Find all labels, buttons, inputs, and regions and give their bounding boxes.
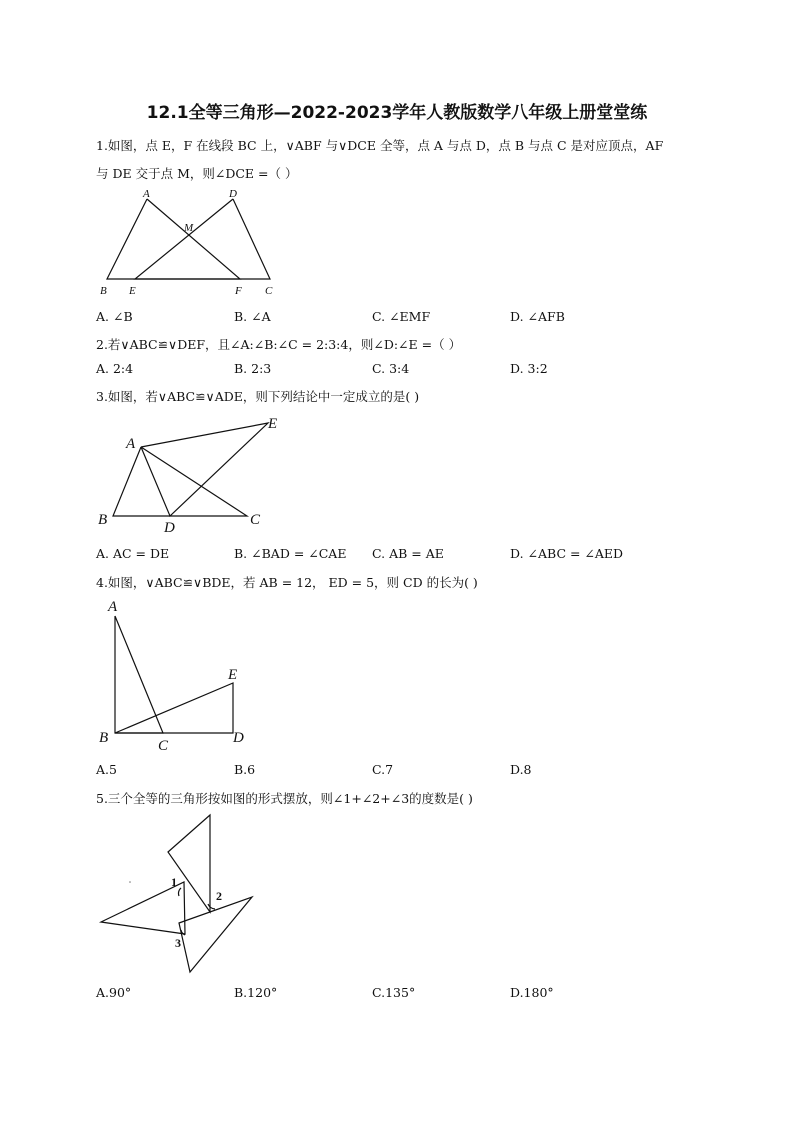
label-b: B (99, 730, 109, 746)
angle-arc-1 (178, 888, 181, 896)
question-3-text: 3.如图，若∨ABC≌∨ADE，则下列结论中一定成立的是( ) (96, 389, 420, 404)
label-c: C (250, 512, 261, 528)
question-2-option-a[interactable]: A. 2:4 (96, 361, 134, 376)
question-4-figure (95, 596, 255, 756)
question-3-option-b[interactable]: B. ∠BAD = ∠CAE (234, 546, 347, 561)
question-4-text: 4.如图，∨ABC≌∨BDE，若 AB = 12， ED = 5，则 CD 的长为( ) (96, 575, 478, 590)
question-5-option-a[interactable]: A.90° (96, 985, 132, 1000)
question-3-option-c[interactable]: C. AB = AE (372, 546, 444, 561)
label-m: M (184, 222, 194, 234)
question-5-text: 5.三个全等的三角形按如图的形式摆放，则∠1+∠2+∠3的度数是( ) (96, 791, 473, 806)
label-a: A (108, 599, 118, 615)
triangle-dce (135, 199, 270, 279)
triangle-top (168, 815, 210, 912)
question-5-option-c[interactable]: C.135° (372, 985, 416, 1000)
label-e: E (129, 285, 136, 297)
question-2-option-c[interactable]: C. 3:4 (372, 361, 410, 376)
angle-label-3: 3 (175, 936, 181, 950)
triangle-bde (115, 683, 233, 733)
label-b: B (98, 512, 108, 528)
question-2-text: 2.若∨ABC≌∨DEF，且∠A:∠B:∠C = 2:3:4，则∠D:∠E =（ ） (96, 337, 462, 352)
question-2-option-b[interactable]: B. 2:3 (234, 361, 272, 376)
label-f: F (235, 285, 242, 297)
angle-label-1: 1 (171, 875, 177, 889)
page-title: 12.1全等三角形—2022-2023学年人教版数学八年级上册堂堂练 (146, 103, 648, 123)
triangle-right (179, 897, 252, 972)
triangle-abc (113, 447, 247, 516)
label-d: D (233, 730, 244, 746)
label-c: C (265, 285, 273, 297)
question-4-option-d[interactable]: D.8 (510, 762, 532, 777)
question-1-figure (95, 185, 285, 300)
question-3-option-a[interactable]: A. AC = DE (96, 546, 170, 561)
angle-label-2: 2 (216, 889, 222, 903)
label-e: E (268, 416, 278, 432)
angle-arc-2 (208, 904, 215, 909)
question-3-figure (95, 408, 295, 538)
question-2-option-d[interactable]: D. 3:2 (510, 361, 548, 376)
question-1-option-c[interactable]: C. ∠EMF (372, 309, 431, 324)
label-a: A (126, 436, 136, 452)
label-d: D (164, 520, 175, 536)
question-1-option-b[interactable]: B. ∠A (234, 309, 271, 324)
label-c: C (158, 738, 169, 754)
question-1-text-line-1: 1.如图，点 E，F 在线段 BC 上，∨ABF 与∨DCE 全等，点 A 与点 D，点 B 与点 C 是对应顶点，AF (96, 138, 664, 153)
question-1-option-a[interactable]: A. ∠B (96, 309, 133, 324)
label-a: A (143, 188, 150, 200)
question-4-option-a[interactable]: A.5 (96, 762, 117, 777)
triangle-abf (107, 199, 240, 279)
question-1-option-d[interactable]: D. ∠AFB (510, 309, 565, 324)
question-3-option-d[interactable]: D. ∠ABC = ∠AED (510, 546, 624, 561)
label-e: E (228, 667, 238, 683)
question-5-figure (95, 810, 270, 980)
label-b: B (100, 285, 107, 297)
label-d: D (229, 188, 237, 200)
stray-dot (129, 881, 131, 883)
question-1-text-line-2: 与 DE 交于点 M，则∠DCE =（ ） (96, 166, 298, 181)
triangle-ade (141, 423, 268, 516)
question-5-option-d[interactable]: D.180° (510, 985, 554, 1000)
question-4-option-b[interactable]: B.6 (234, 762, 256, 777)
question-4-option-c[interactable]: C.7 (372, 762, 394, 777)
triangle-left (101, 882, 185, 934)
question-5-option-b[interactable]: B.120° (234, 985, 278, 1000)
